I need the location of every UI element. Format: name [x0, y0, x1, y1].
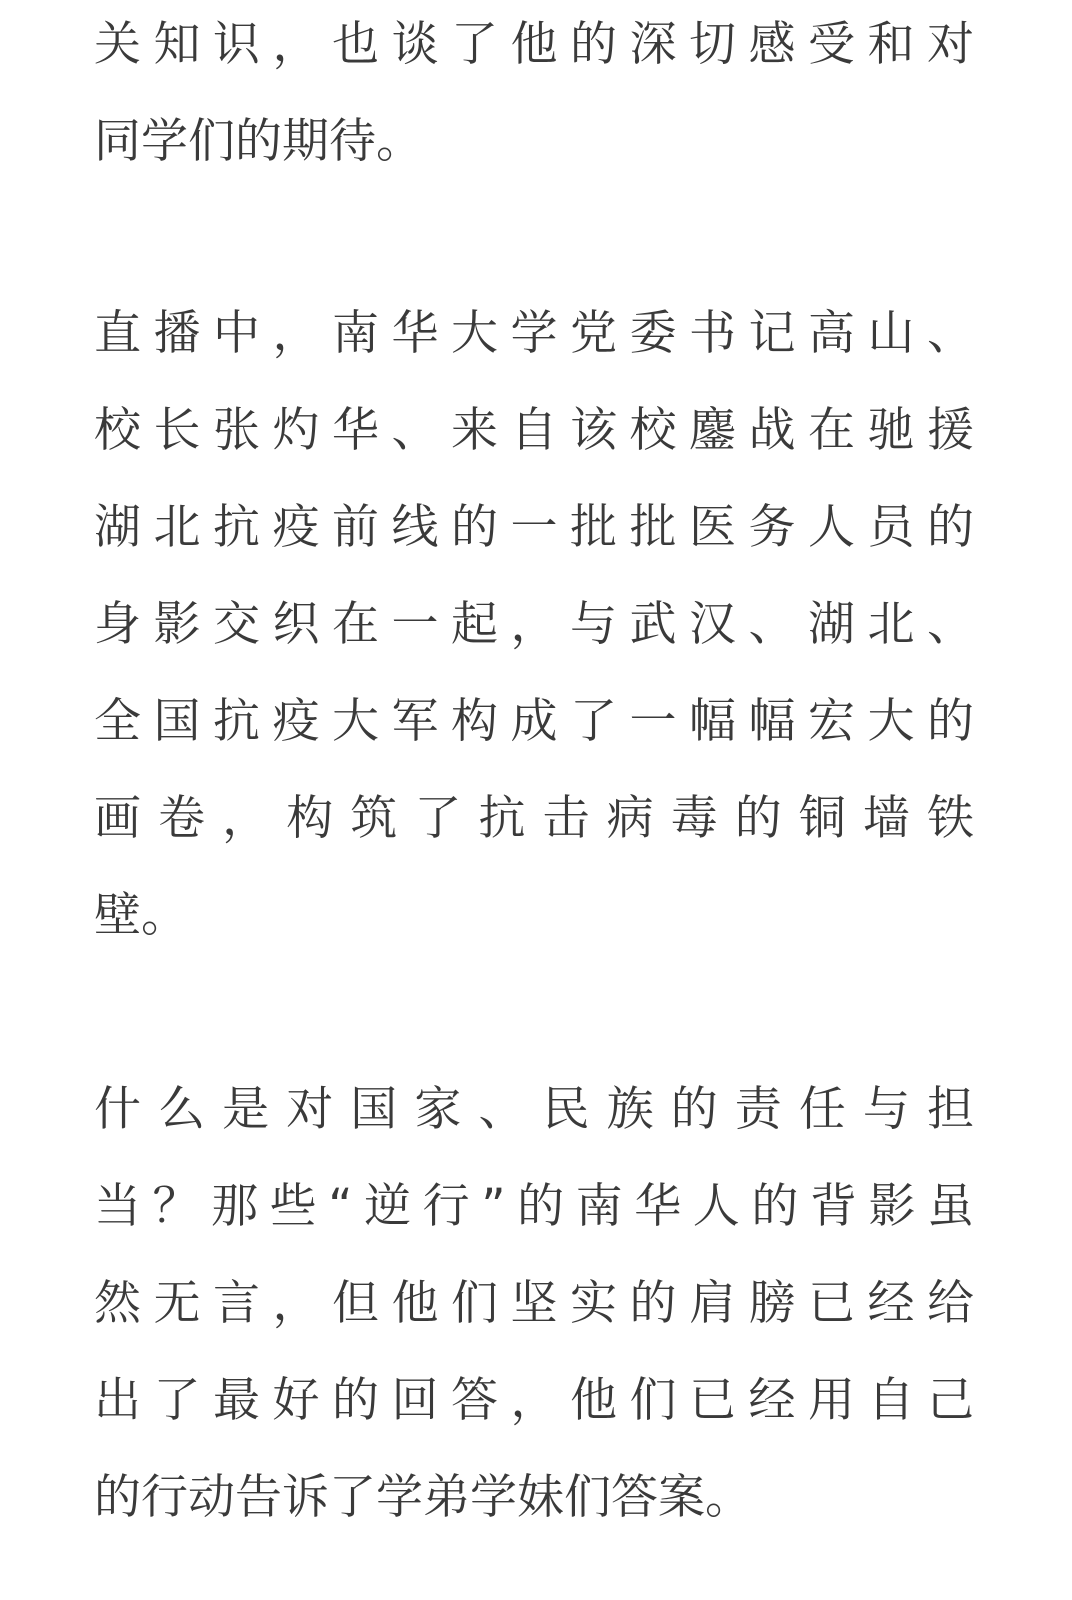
text-line: 然无言，但他们坚实的肩膀已经给 [94, 1276, 974, 1331]
text-line: 全国抗疫大军构成了一幅幅宏大的 [94, 694, 974, 749]
text-line: 的行动告诉了学弟学妹们答案。 [94, 1470, 752, 1525]
text-line: 出了最好的回答，他们已经用自己 [94, 1373, 974, 1428]
text-line: 壁。 [94, 888, 188, 943]
text-line: 同学们的期待。 [94, 114, 423, 169]
text-line: 当？那些“逆行”的南华人的背影虽 [94, 1179, 974, 1234]
text-line: 画卷，构筑了抗击病毒的铜墙铁 [94, 791, 974, 846]
text-line: 身影交织在一起，与武汉、湖北、 [94, 597, 974, 652]
text-line: 湖北抗疫前线的一批批医务人员的 [94, 500, 974, 555]
text-line: 校长张灼华、来自该校鏖战在驰援 [94, 403, 974, 458]
text-line: 直播中，南华大学党委书记高山、 [94, 306, 974, 361]
text-line: 什么是对国家、民族的责任与担 [94, 1082, 974, 1137]
text-line: 关知识，也谈了他的深切感受和对 [94, 17, 974, 72]
